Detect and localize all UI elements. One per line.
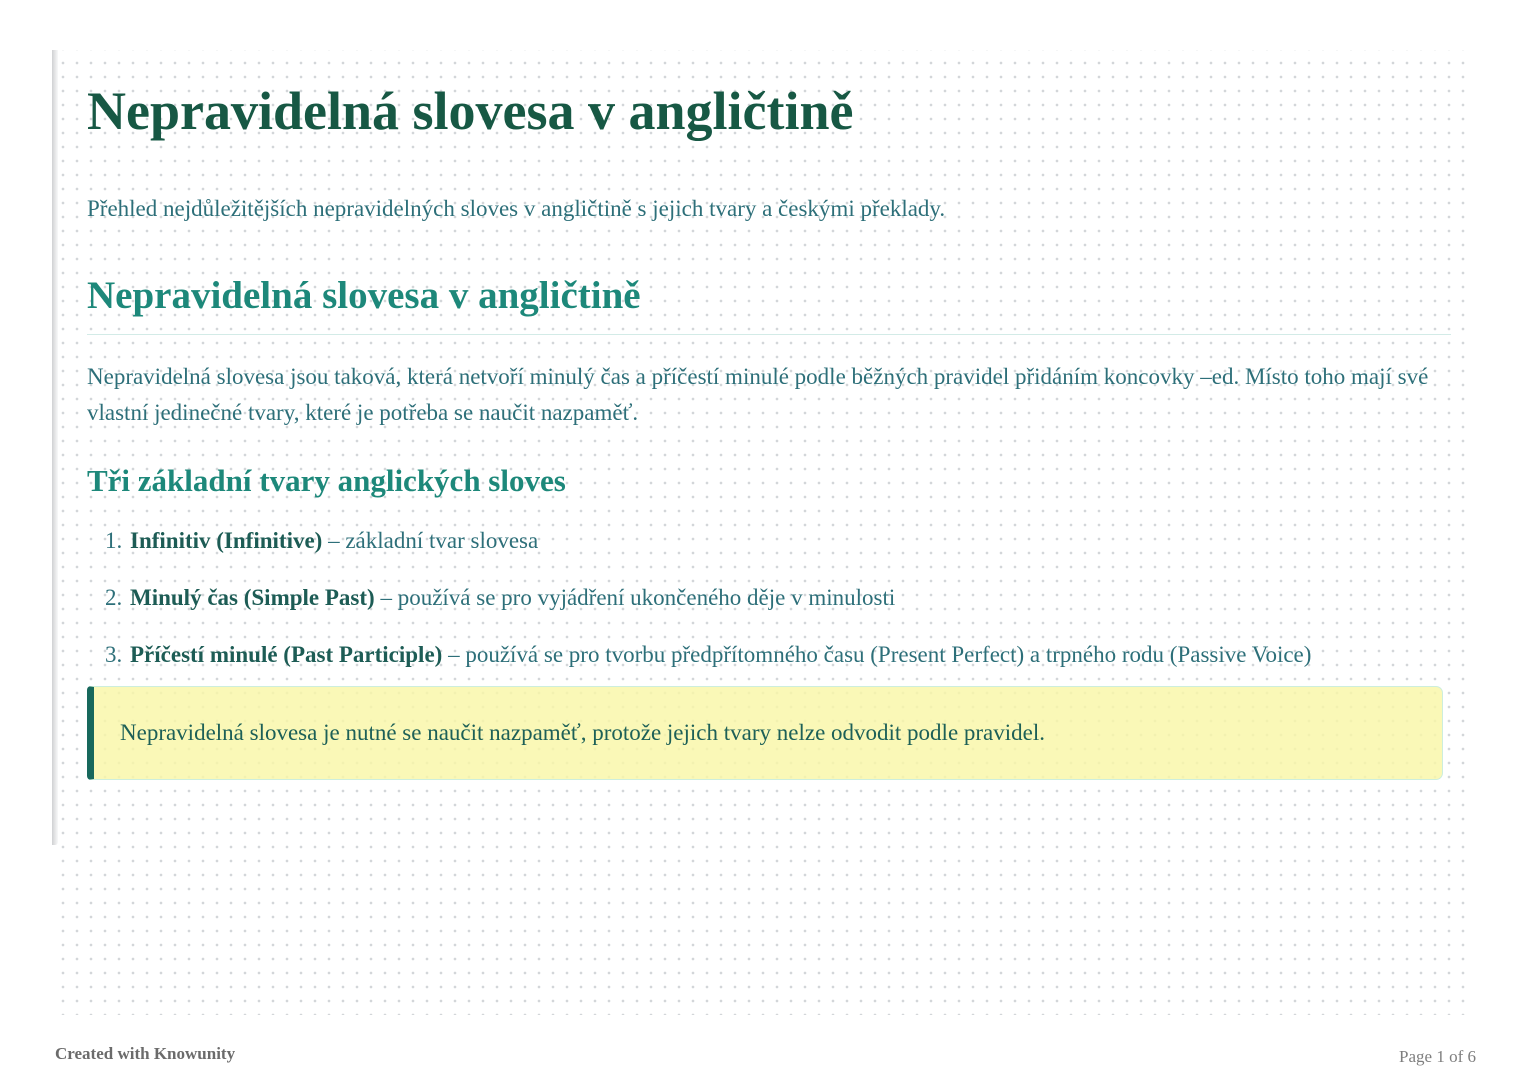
document-content (52, 50, 1475, 780)
intro-paragraph: Nepravidelná slovesa jsou taková, která netvoří minulý čas a příčestí minulé podle běžných pravidel přidáním koncovky –ed. Místo toho mají své vlastní jedinečné tvary, které je potřeba se naučit nazpaměť. (87, 363, 1429, 425)
list-item-past-participle (105, 637, 1451, 673)
document-title: Nepravidelná slovesa v angličtině (87, 81, 854, 141)
callout-text: Nepravidelná slovesa je nutné se naučit nazpaměť, protože jejich tvary nelze odvodit podle pravidel. (120, 719, 1046, 745)
list-item-infinitive (105, 523, 1451, 559)
created-with-label: Created with Knowunity (55, 1044, 236, 1063)
list-item-description: – používá se pro vyjádření ukončeného děje v minulosti (380, 585, 896, 611)
list-item-term: Minulý čas (Simple Past) (130, 585, 375, 611)
list-item-term: Příčestí minulé (Past Participle) (130, 642, 443, 668)
list-item-description: – používá se pro tvorbu předpřítomného času (Present Perfect) a trpného rodu (Passive Voice) (448, 642, 1312, 668)
section-heading: Nepravidelná slovesa v angličtině (87, 272, 1451, 335)
document-canvas (52, 50, 1475, 1015)
list-item-simple-past (105, 580, 1451, 616)
list-item-number: 3. (105, 642, 123, 668)
document-subtitle: Přehled nejdůležitějších nepravidelných sloves v angličtině s jejich tvary a českými překlady. (87, 195, 946, 221)
list-item-description: – základní tvar slovesa (328, 528, 539, 554)
list-item-term: Infinitiv (Infinitive) (130, 528, 323, 554)
list-item-number: 1. (105, 528, 123, 554)
verb-forms-list (87, 523, 1451, 673)
callout-note (87, 686, 1443, 781)
page-indicator: Page 1 of 6 (1399, 1047, 1476, 1066)
subsection-heading: Tři základní tvary anglických sloves (87, 462, 566, 498)
list-item-number: 2. (105, 585, 123, 611)
